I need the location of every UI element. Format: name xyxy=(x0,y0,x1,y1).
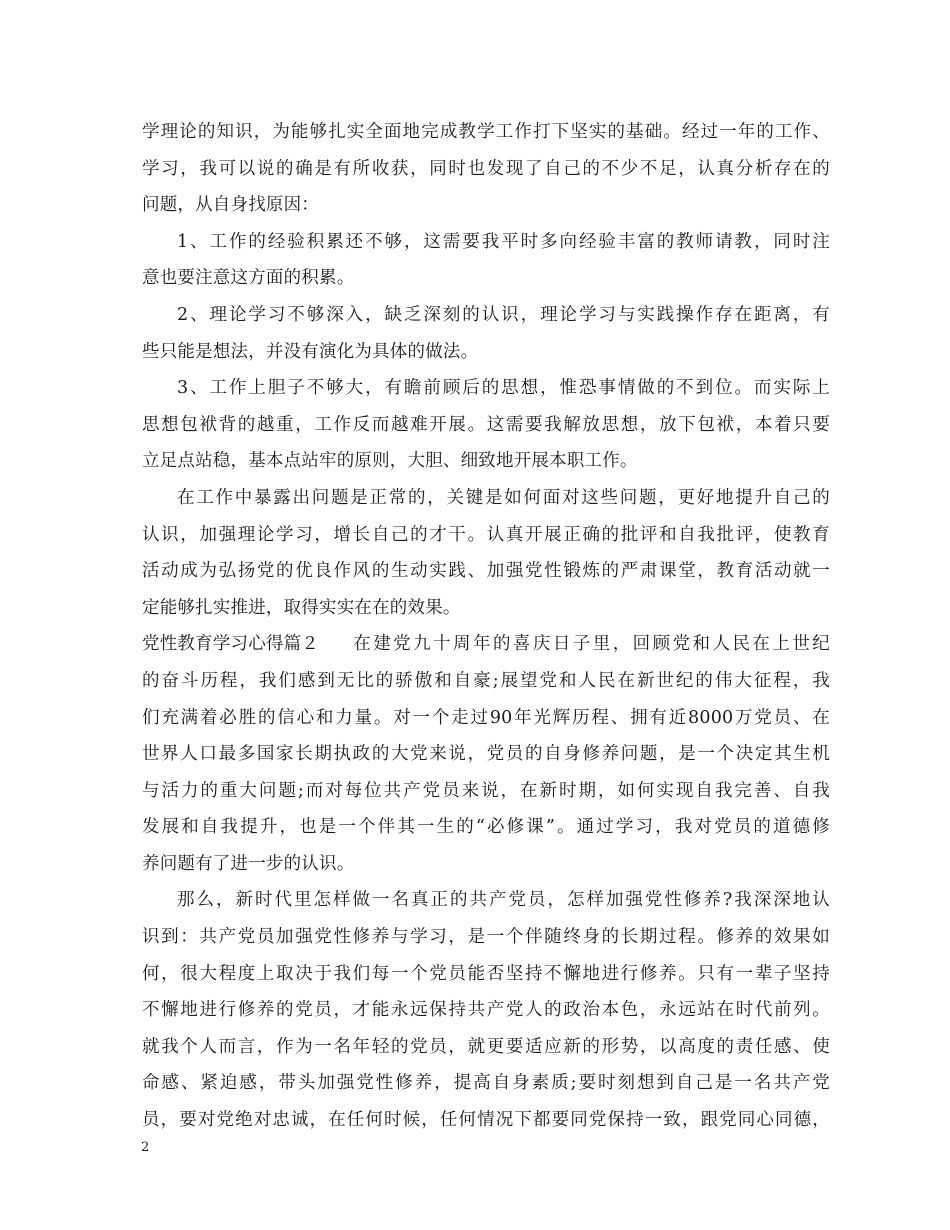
text-line: 立足点站稳，基本点站牢的原则，大胆、细致地开展本职工作。 xyxy=(142,451,638,472)
text-line: 识到：共产党员加强党性修养与学习，是一个伴随终身的长期过程。修养的效果如 xyxy=(142,927,830,948)
text-line: 些只能是想法，并没有演化为具体的做法。 xyxy=(142,341,479,362)
text-line: 与活力的重大问题;而对每位共产党员来说，在新时期，如何实现自我完善、自我 xyxy=(142,780,830,801)
text-line: 2、理论学习不够深入，缺乏深刻的认识，理论学习与实践操作存在距离，有 xyxy=(177,304,830,325)
text-line: 的奋斗历程，我们感到无比的骄傲和自豪;展望党和人民在新世纪的伟大征程，我 xyxy=(142,670,830,691)
section-title: 党性教育学习心得篇２ xyxy=(142,634,319,655)
text-line: 世界人口最多国家长期执政的大党来说，党员的自身修养问题，是一个决定其生机 xyxy=(142,744,830,765)
text-line: 定能够扎实推进，取得实实在在的效果。 xyxy=(142,597,461,618)
text-line: 意也要注意这方面的积累。 xyxy=(142,268,355,289)
text-line: 问题，从自身找原因： xyxy=(142,195,319,216)
page-number: 2 xyxy=(141,1140,150,1155)
text-line: 命感、紧迫感，带头加强党性修养，提高自身素质;要时刻想到自己是一名共产党 xyxy=(142,1073,830,1094)
text-line: 学习，我可以说的确是有所收获，同时也发现了自己的不少不足，认真分析存在的 xyxy=(142,158,830,179)
text-line: 思想包袱背的越重，工作反而越难开展。这需要我解放思想，放下包袱，本着只要 xyxy=(142,414,830,435)
text-line: 何，很大程度上取决于我们每一个党员能否坚持不懈地进行修养。只有一辈子坚持 xyxy=(142,963,830,984)
text-line: 们充满着必胜的信心和力量。对一个走过90年光辉历程、拥有近8000万党员、在 xyxy=(142,707,830,728)
heading-line xyxy=(142,626,830,663)
text-line: 认识，加强理论学习，增长自己的才干。认真开展正确的批评和自我批评，使教育 xyxy=(142,524,830,545)
text-line: 员，要对党绝对忠诚，在任何时候，任何情况下都要同党保持一致，跟党同心同德， xyxy=(142,1110,830,1131)
text-line: 那么，新时代里怎样做一名真正的共产党员，怎样加强党性修养?我深深地认 xyxy=(177,890,830,911)
document-body xyxy=(142,114,830,1139)
text-line: 3、工作上胆子不够大，有瞻前顾后的思想，惟恐事情做的不到位。而实际上 xyxy=(177,378,830,399)
text-line: 不懈地进行修养的党员，才能永远保持共产党人的政治本色，永远站在时代前列。 xyxy=(142,1000,830,1021)
text-line: 在工作中暴露出问题是正常的，关键是如何面对这些问题，更好地提升自己的 xyxy=(177,487,830,508)
text-line: 活动成为弘扬党的优良作风的生动实践、加强党性锻炼的严肃课堂，教育活动就一 xyxy=(142,561,830,582)
text-block-1 xyxy=(142,114,830,626)
text-line: 发展和自我提升，也是一个伴其一生的“必修课”。通过学习，我对党员的道德修 xyxy=(142,817,830,838)
text-line: 养问题有了进一步的认识。 xyxy=(142,853,355,874)
text-line: 学理论的知识，为能够扎实全面地完成教学工作打下坚实的基础。经过一年的工作、 xyxy=(142,122,830,142)
heading-line-text: 在建党九十周年的喜庆日子里，回顾党和人民在上世纪 xyxy=(351,634,830,655)
text-line: 就我个人而言，作为一名年轻的党员，就更要适应新的形势，以高度的责任感、使 xyxy=(142,1036,830,1057)
text-block-2 xyxy=(142,663,830,1139)
text-line: 1、工作的经验积累还不够，这需要我平时多向经验丰富的教师请教，同时注 xyxy=(177,231,830,252)
